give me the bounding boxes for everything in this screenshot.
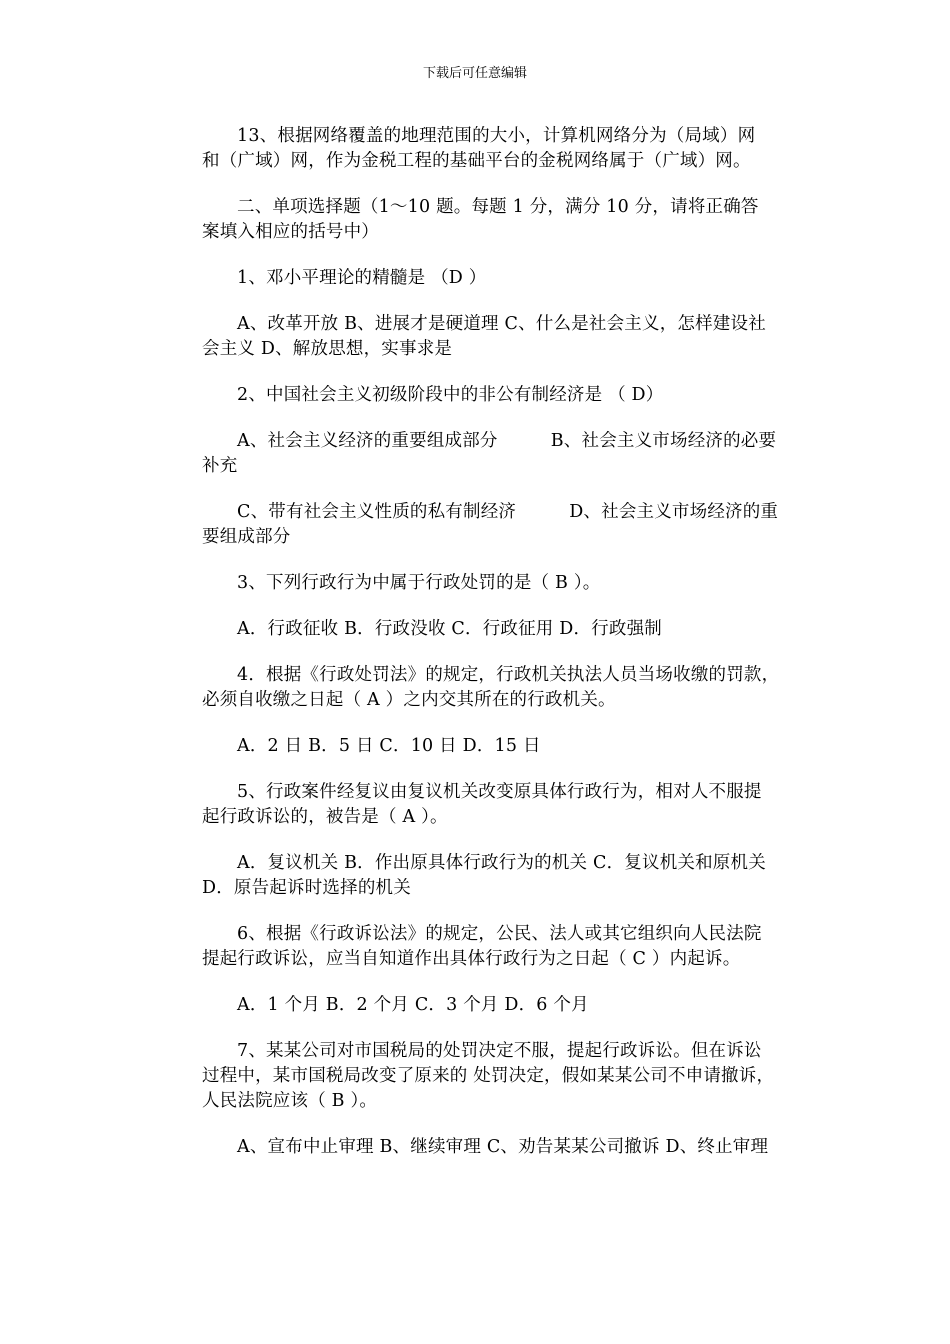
paragraph — [202, 1039, 810, 1114]
paragraph — [202, 266, 810, 291]
text-line: 人民法院应该（ B ）。 — [202, 1091, 378, 1111]
text-line: 过程中，某市国税局改变了原来的 处罚决定，假如某某公司不申请撤诉， — [202, 1066, 775, 1086]
text-line: C、带有社会主义性质的私有制经济 D、社会主义市场经济的重 — [237, 502, 779, 522]
paragraph — [202, 571, 810, 596]
text-line: 必须自收缴之日起（ A ）之内交其所在的行政机关。 — [202, 690, 616, 710]
paragraph — [202, 195, 810, 245]
text-line: 提起行政诉讼，应当自知道作出具体行政行为之日起（ C ）内起诉。 — [202, 949, 741, 969]
text-line: A．2 日 B．5 日 C．10 日 D．15 日 — [237, 736, 541, 756]
text-line: 二、单项选择题（1～10 题。每题 1 分，满分 10 分，请将正确答 — [237, 197, 759, 217]
paragraph — [202, 734, 810, 759]
paragraph — [202, 124, 810, 174]
paragraph — [202, 1135, 810, 1160]
text-line: 要组成部分 — [202, 527, 291, 547]
text-line: A、宣布中止审理 B、继续审理 C、劝告某某公司撤诉 D、终止审理 — [237, 1137, 769, 1157]
paragraph — [202, 780, 810, 830]
page-header: 下载后可任意编辑 — [422, 66, 527, 81]
paragraph — [202, 383, 810, 408]
document-body — [202, 124, 810, 1181]
text-line: 补充 — [202, 456, 238, 476]
text-line: 7、某某公司对市国税局的处罚决定不服，提起行政诉讼。但在诉讼 — [237, 1041, 762, 1061]
text-line: A、社会主义经济的重要组成部分 B、社会主义市场经济的必要 — [237, 431, 777, 451]
text-line: 会主义 D、解放思想，实事求是 — [202, 339, 453, 359]
text-line: 起行政诉讼的，被告是（ A ）。 — [202, 807, 448, 827]
text-line: A．1 个月 B．2 个月 C．3 个月 D．6 个月 — [237, 995, 589, 1015]
paragraph — [202, 922, 810, 972]
paragraph — [202, 993, 810, 1018]
text-line: 6、根据《行政诉讼法》的规定，公民、法人或其它组织向人民法院 — [237, 924, 762, 944]
text-line: 2、中国社会主义初级阶段中的非公有制经济是 （ D） — [237, 385, 664, 405]
text-line: D．原告起诉时选择的机关 — [202, 878, 411, 898]
text-line: 1、邓小平理论的精髓是 （D ） — [237, 268, 487, 288]
text-line: 3、下列行政行为中属于行政处罚的是（ B ）。 — [237, 573, 601, 593]
paragraph — [202, 429, 810, 479]
text-line: 13、根据网络覆盖的地理范围的大小，计算机网络分为（局域）网 — [237, 126, 756, 146]
paragraph — [202, 663, 810, 713]
text-line: A．复议机关 B．作出原具体行政行为的机关 C．复议机关和原机关 — [237, 853, 766, 873]
text-line: A、改革开放 B、进展才是硬道理 C、什么是社会主义，怎样建设社 — [237, 314, 766, 334]
paragraph — [202, 500, 810, 550]
paragraph — [202, 617, 810, 642]
paragraph — [202, 312, 810, 362]
text-line: 4．根据《行政处罚法》的规定，行政机关执法人员当场收缴的罚款， — [237, 665, 780, 685]
text-line: 5、行政案件经复议由复议机关改变原具体行政行为，相对人不服提 — [237, 782, 762, 802]
text-line: 案填入相应的括号中） — [202, 222, 379, 242]
paragraph — [202, 851, 810, 901]
text-line: 和（广域）网，作为金税工程的基础平台的金税网络属于（广域）网。 — [202, 151, 751, 171]
text-line: A．行政征收 B．行政没收 C．行政征用 D．行政强制 — [237, 619, 663, 639]
